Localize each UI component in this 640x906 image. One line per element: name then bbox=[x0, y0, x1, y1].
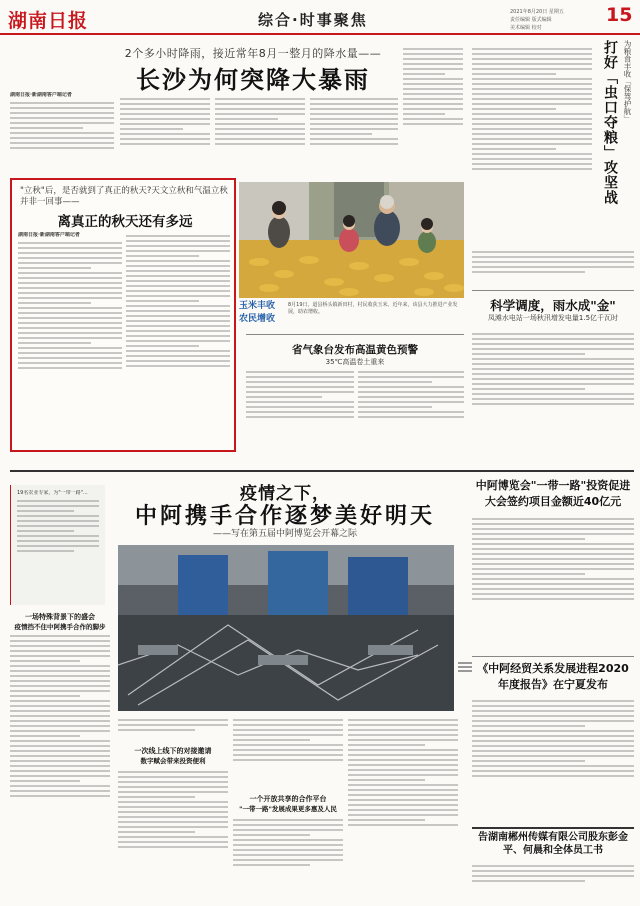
heat-alert-headline: 省气象台发布高温黄色预警 bbox=[292, 344, 418, 356]
hydro-subtitle: 凤滩水电站一场秋汛增发电量1.5亿千瓦时 bbox=[487, 314, 619, 322]
section-title: 综合·时事聚焦 bbox=[258, 11, 368, 29]
boxed-body-col2 bbox=[126, 232, 230, 446]
hydro-body bbox=[472, 330, 634, 450]
expo-hall-illustration bbox=[118, 545, 454, 711]
lead-body-col4 bbox=[310, 95, 398, 175]
divider bbox=[472, 656, 634, 657]
lead-body-col1 bbox=[10, 92, 114, 174]
photo-caption: 8月19日，道县桥头镇新田村，村民收获玉米。近年来，该县大力推进产业发展，助农增收。 bbox=[288, 302, 458, 315]
masthead bbox=[0, 0, 640, 34]
boxed-article bbox=[10, 178, 236, 452]
section-rule bbox=[10, 470, 634, 472]
pest-control-body-col2 bbox=[472, 248, 634, 286]
masthead-rule bbox=[0, 33, 640, 35]
lead-body-col3 bbox=[215, 95, 305, 175]
lead-kicker: 2个多小时降雨，接近常年8月一整月的降水量—— bbox=[124, 47, 382, 60]
newspaper-logo: 湖南日报 bbox=[8, 10, 89, 32]
heat-alert-body-col2 bbox=[358, 368, 464, 450]
report-headline: 《中阿经贸关系发展进程2020年度报告》在宁夏发布 bbox=[477, 662, 629, 691]
investment-body bbox=[472, 515, 634, 653]
feature-headline-line1: 疫情之下， bbox=[240, 484, 330, 504]
feature-body-col1 bbox=[10, 632, 110, 898]
lead-body-col5 bbox=[403, 45, 463, 175]
section-heading-2: 一次线上线下的对接邀请 数字赋会带来投资便利 bbox=[134, 747, 212, 765]
photo-side-caption: 玉米丰收 农民增收 bbox=[239, 301, 276, 324]
feature-subtitle: ——写在第五届中阿博览会开幕之际 bbox=[212, 529, 357, 539]
section-heading-3: 一个开放共享的合作平台 "一带一路"发展成果更多惠及人民 bbox=[239, 795, 337, 813]
boxed-byline: 湖南日报·新湖南客户端记者 bbox=[18, 232, 80, 238]
feature-body-col2-top bbox=[118, 716, 228, 742]
feature-body-col3-top bbox=[233, 716, 343, 792]
quote-box bbox=[10, 485, 105, 605]
quote-text: 19名农业专家，为"一带一路"... bbox=[17, 490, 99, 598]
divider bbox=[246, 334, 464, 335]
page-number: 15 bbox=[606, 4, 633, 26]
divider bbox=[472, 290, 634, 291]
pest-control-body-col1 bbox=[472, 45, 592, 245]
lead-body-col2 bbox=[120, 95, 210, 175]
expo-photo-caption bbox=[458, 660, 472, 674]
lead-byline: 湖南日报·新湖南客户端记者 bbox=[10, 92, 72, 98]
section-heading-1: 一场特殊背景下的盛会 疫情挡不住中阿携手合作的脚步 bbox=[14, 613, 106, 631]
boxed-body-col1 bbox=[18, 232, 122, 446]
investment-headline: 中阿博览会"一带一路"投资促进大会签约项目金额近40亿元 bbox=[475, 479, 631, 508]
notice-headline: 告湖南郴州传媒有限公司股东彭金平、何晨和全体员工书 bbox=[478, 832, 628, 856]
boxed-headline: 离真正的秋天还有多远 bbox=[57, 214, 193, 230]
pest-control-kicker: 为粮食丰收「保驾护航」 bbox=[623, 40, 632, 123]
expo-hall-photo bbox=[118, 545, 454, 711]
notice-rule bbox=[472, 827, 634, 829]
feature-headline-line2: 中阿携手合作逐梦美好明天 bbox=[134, 504, 435, 529]
lead-headline: 长沙为何突降大暴雨 bbox=[136, 66, 370, 94]
feature-body-col2 bbox=[118, 768, 228, 898]
report-body bbox=[472, 697, 634, 825]
feature-body-col3 bbox=[233, 816, 343, 898]
corn-harvest-photo bbox=[239, 182, 464, 298]
date-line: 2021年8月20日 星期五 责任编辑 版式编辑 美术编辑 校对 bbox=[510, 9, 564, 31]
pest-control-headline: 打好「虫口夺粮」攻坚战 bbox=[602, 40, 618, 205]
heat-alert-body-col1 bbox=[246, 368, 354, 450]
hydro-headline: 科学调度，雨水成"金" bbox=[490, 298, 616, 313]
feature-body-col4 bbox=[348, 716, 458, 898]
heat-alert-subtitle: 35℃高温卷土重来 bbox=[325, 358, 385, 366]
corn-harvest-illustration bbox=[239, 182, 464, 298]
boxed-kicker: "立秋"后，是否就到了真正的秋天?天文立秋和气温立秋并非一回事—— bbox=[20, 186, 228, 207]
notice-body bbox=[472, 862, 634, 900]
